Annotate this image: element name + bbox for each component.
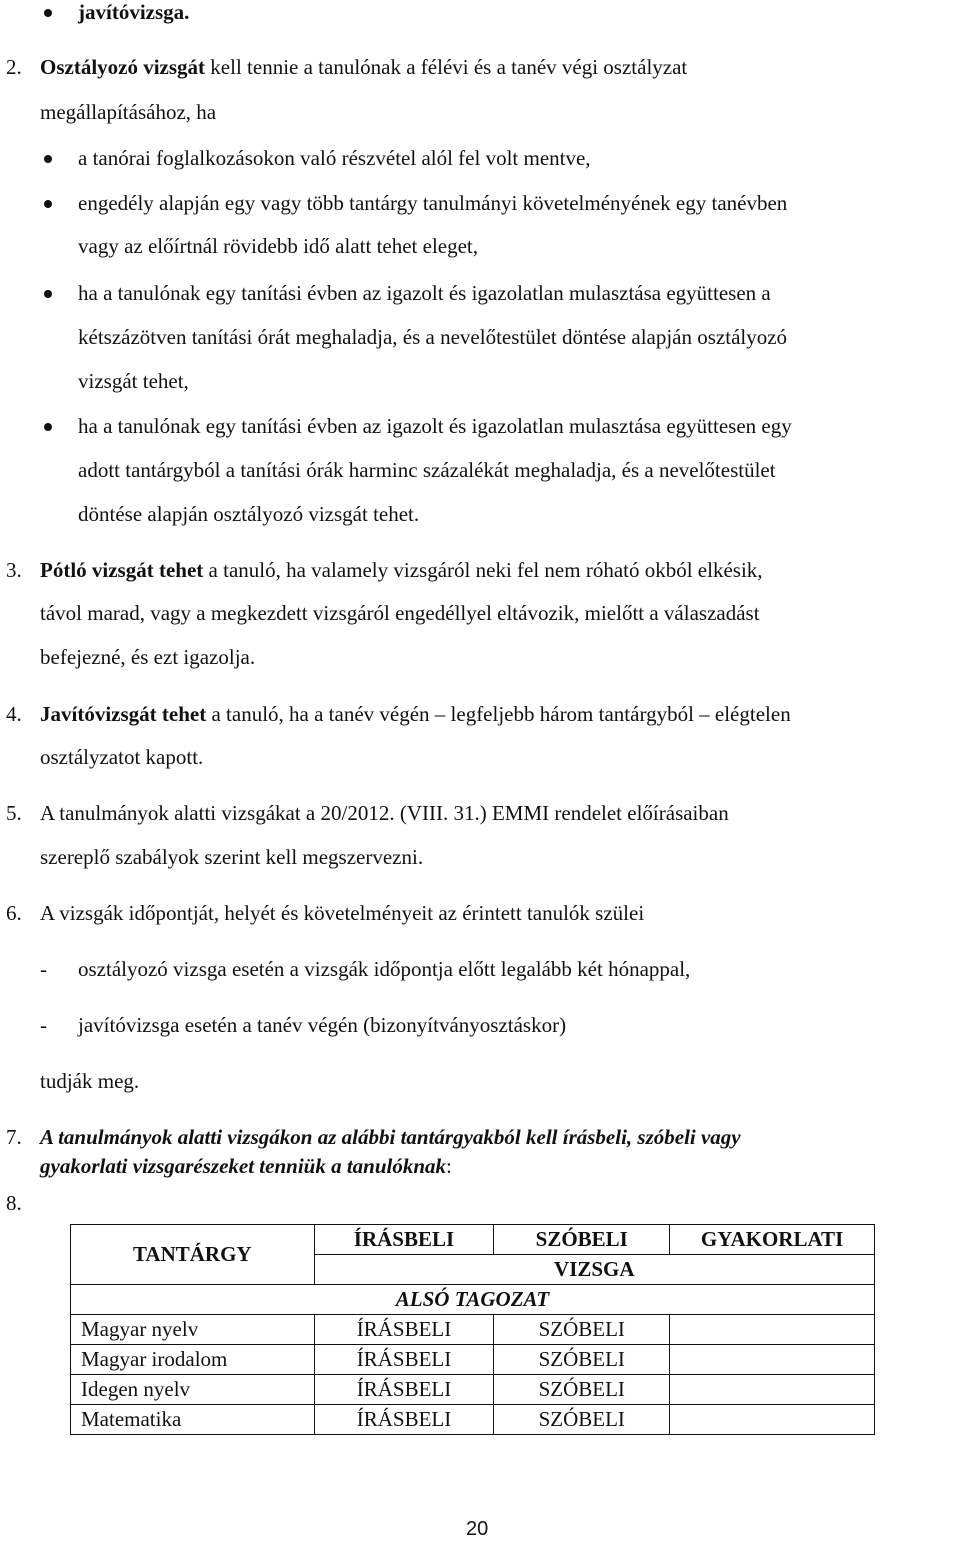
header-subject: TANTÁRGY [71, 1225, 315, 1285]
table-row [71, 1405, 875, 1435]
bullet-text: engedély alapján egy vagy több tantárgy tanulmányi követelményének egy tanévben [78, 191, 788, 215]
item-number: 8. [6, 1191, 22, 1215]
cell-subject: Idegen nyelv [71, 1375, 315, 1405]
cell-written: ÍRÁSBELI [314, 1315, 494, 1345]
bullet-icon [44, 290, 52, 298]
item-3-bold-lead: Pótló vizsgát tehet [40, 558, 204, 582]
cell-written: ÍRÁSBELI [314, 1405, 494, 1435]
table-section-row [71, 1285, 875, 1315]
item-number: 5. [6, 801, 22, 825]
cell-practical [670, 1345, 875, 1375]
cell-oral: SZÓBELI [494, 1375, 670, 1405]
table-row [71, 1315, 875, 1345]
table-row [71, 1345, 875, 1375]
header-written: ÍRÁSBELI [314, 1225, 494, 1255]
item-2-line-1 [40, 55, 955, 80]
exam-table [70, 1224, 875, 1435]
bullet-text: ha a tanulónak egy tanítási évben az igazolt és igazolatlan mulasztása együttesen a [78, 281, 771, 305]
cell-written: ÍRÁSBELI [314, 1375, 494, 1405]
item-3-line-1 [40, 558, 763, 583]
bullet-text: ha a tanulónak egy tanítási évben az igazolt és igazolatlan mulasztása együttesen egy [78, 414, 792, 438]
bullet-text: döntése alapján osztályozó vizsgát tehet. [78, 502, 420, 526]
item-4-bold-lead: Javítóvizsgát tehet [40, 702, 207, 726]
cell-subject: Magyar irodalom [71, 1345, 315, 1375]
bullet-text: a tanórai foglalkozásokon való részvétel alól fel volt mentve, [78, 146, 591, 170]
cell-subject: Matematika [71, 1405, 315, 1435]
item-6-line-1: A vizsgák időpontját, helyét és követelményeit az érintett tanulók szülei [40, 901, 645, 925]
item-4-line-1 [40, 702, 791, 727]
item-2-bold-lead: Osztályozó vizsgát [40, 55, 206, 79]
header-oral: SZÓBELI [494, 1225, 670, 1255]
bullet-text: vizsgát tehet, [78, 369, 189, 393]
bullet-icon [44, 9, 52, 17]
cell-practical [670, 1315, 875, 1345]
item-2-line-2: megállapításához, ha [40, 100, 217, 124]
item-7-line-1: A tanulmányok alatti vizsgákon az alábbi tantárgyakból kell írásbeli, szóbeli vagy [40, 1125, 741, 1149]
item-7-line-2 [40, 1154, 452, 1179]
cell-oral: SZÓBELI [494, 1345, 670, 1375]
item-number: 6. [6, 901, 22, 925]
bullet-icon [44, 155, 52, 163]
item-2-lead-rest: kell tennie a tanulónak a félévi és a tanév végi osztályzat [205, 55, 688, 79]
bullet-text: kétszázötven tanítási órát meghaladja, és a nevelőtestület döntése alapján osztályozó [78, 325, 788, 349]
item-number: 4. [6, 702, 22, 726]
cell-oral: SZÓBELI [494, 1315, 670, 1345]
item-3-line: távol marad, vagy a megkezdett vizsgáról engedéllyel eltávozik, mielőtt a válaszadást [40, 601, 760, 625]
top-item-text: javítóvizsga. [78, 0, 190, 24]
item-5-line: szereplő szabályok szerint kell megszervezni. [40, 845, 424, 869]
item-number: 2. [6, 55, 22, 79]
dash-item-text: javítóvizsga esetén a tanév végén (bizonyítványosztáskor) [78, 1013, 567, 1037]
item-5-line-1: A tanulmányok alatti vizsgákat a 20/2012. (VIII. 31.) EMMI rendelet előírásaiban [40, 801, 729, 825]
cell-practical [670, 1375, 875, 1405]
dash-marker: - [40, 957, 47, 981]
section-title: ALSÓ TAGOZAT [71, 1285, 875, 1315]
item-4-lead-rest: a tanuló, ha a tanév végén – legfeljebb három tantárgyból – elégtelen [206, 702, 791, 726]
cell-subject: Magyar nyelv [71, 1315, 315, 1345]
page-number: 20 [466, 1518, 489, 1540]
item-7-colon: : [446, 1154, 452, 1178]
item-4-line: osztályzatot kapott. [40, 745, 204, 769]
dash-item-text: osztályozó vizsga esetén a vizsgák időpontja előtt legalább két hónappal, [78, 957, 691, 981]
cell-written: ÍRÁSBELI [314, 1345, 494, 1375]
item-7-italic-text: gyakorlati vizsgarészeket tenniük a tanulóknak [40, 1154, 447, 1178]
table-row [71, 1375, 875, 1405]
item-3-line: befejezné, és ezt igazolja. [40, 645, 256, 669]
header-practical: GYAKORLATI [670, 1225, 875, 1255]
bullet-icon [44, 200, 52, 208]
header-exam: VIZSGA [314, 1255, 874, 1285]
dash-marker: - [40, 1013, 47, 1037]
bullet-icon [44, 423, 52, 431]
item-number: 3. [6, 558, 22, 582]
bullet-text: adott tantárgyból a tanítási órák harminc százalékát meghaladja, és a nevelőtestület [78, 458, 776, 482]
item-number: 7. [6, 1125, 22, 1149]
item-3-lead-rest: a tanuló, ha valamely vizsgáról neki fel nem róható okból elkésik, [203, 558, 763, 582]
cell-oral: SZÓBELI [494, 1405, 670, 1435]
table-header-row [71, 1225, 875, 1255]
cell-practical [670, 1405, 875, 1435]
bullet-text: vagy az előírtnál rövidebb idő alatt tehet eleget, [78, 234, 479, 258]
item-6-closing: tudják meg. [40, 1069, 140, 1093]
